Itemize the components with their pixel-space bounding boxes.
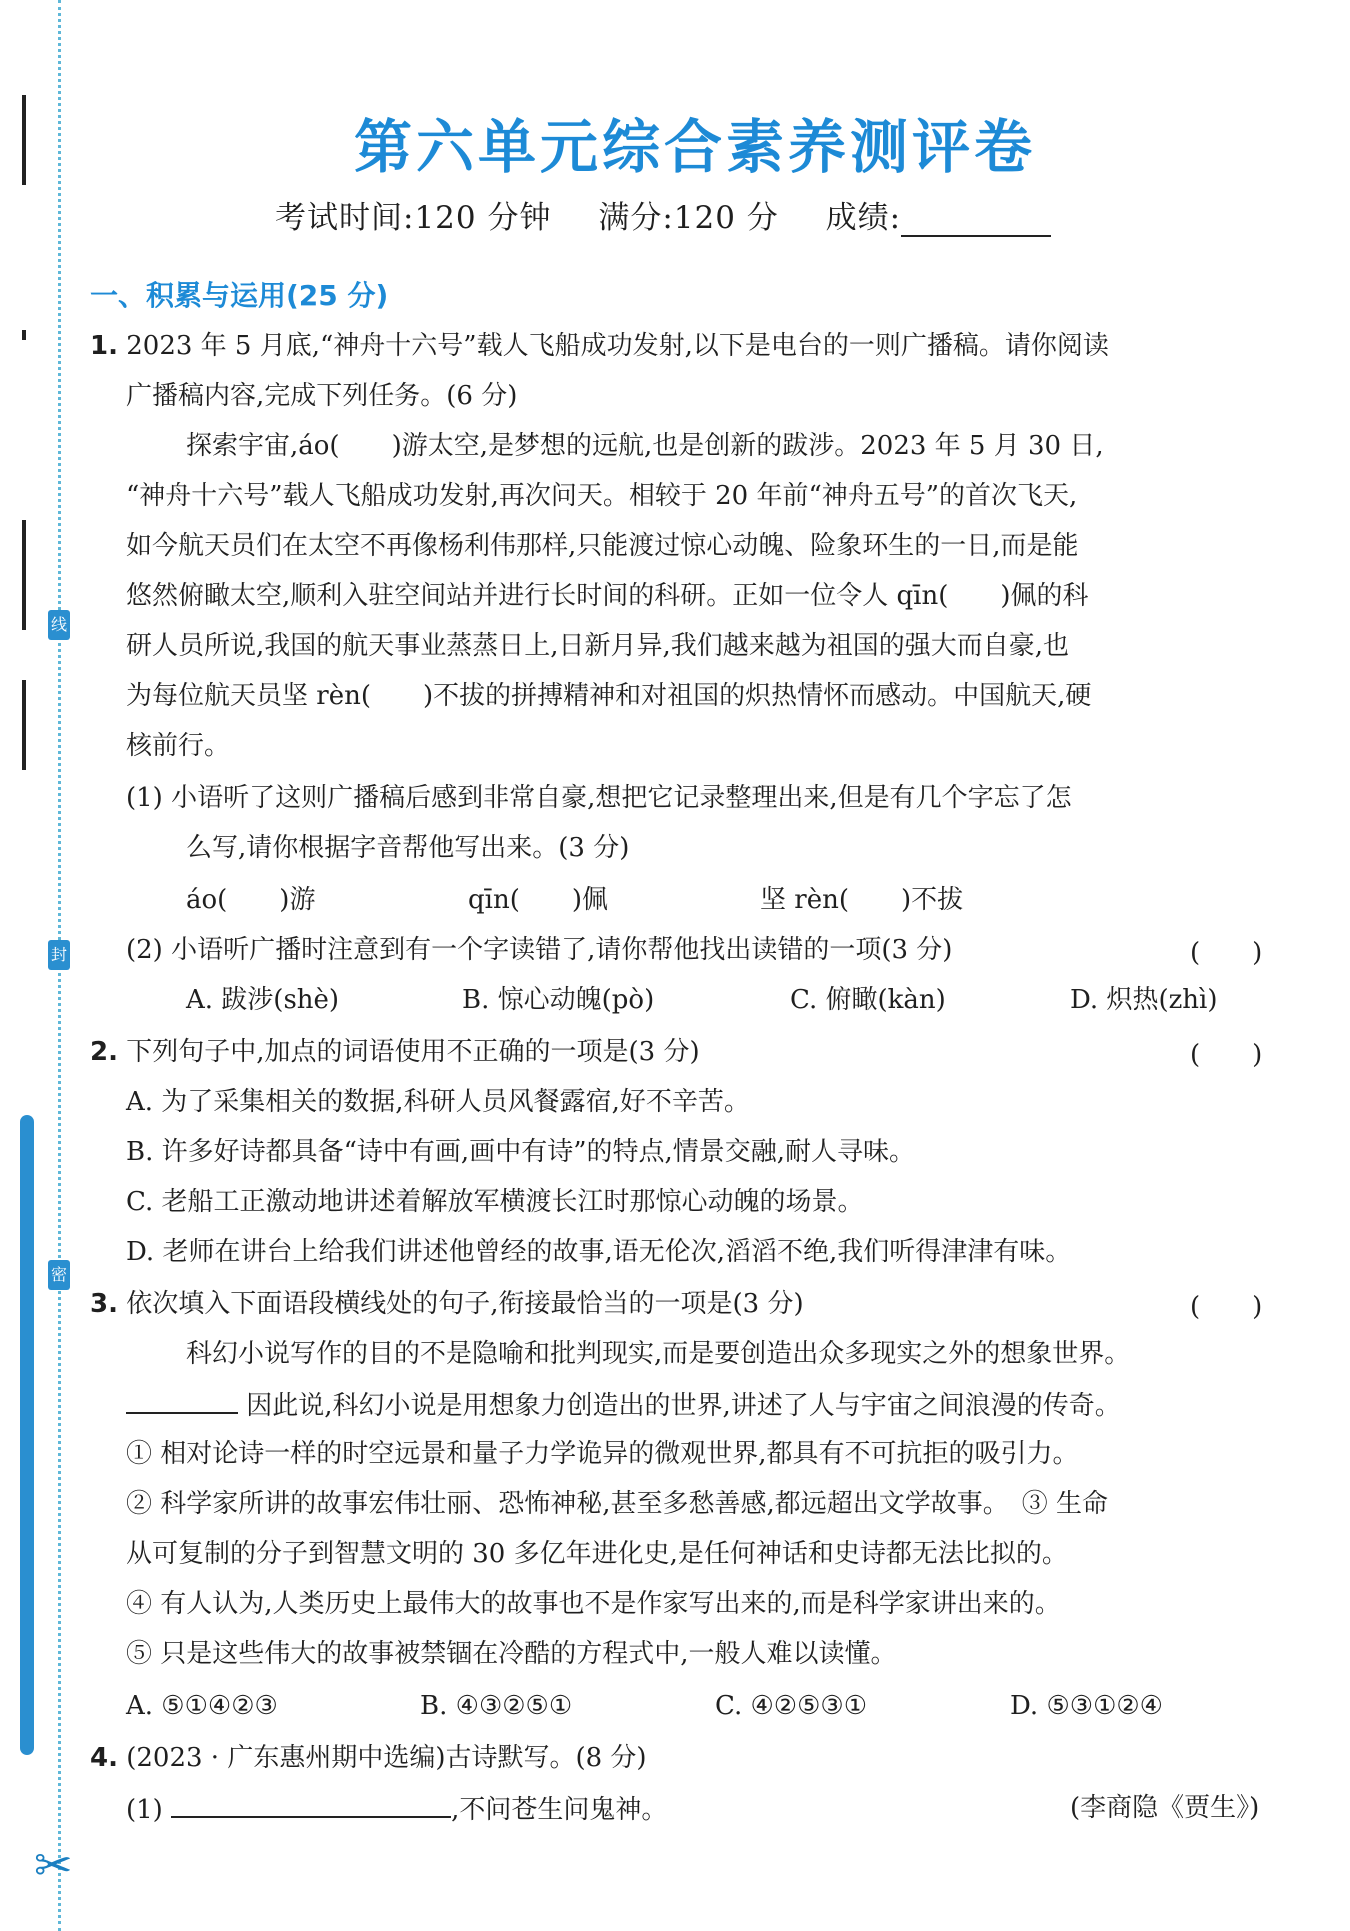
exam-meta bbox=[275, 192, 1051, 237]
option-d[interactable]: D. 炽热(zhì) bbox=[1070, 985, 1218, 1015]
option-c[interactable]: C. ④②⑤③① bbox=[715, 1691, 868, 1721]
sentence-option: ④ 有人认为,人类历史上最伟大的故事也不是作家写出来的,而是科学家讲出来的。 bbox=[126, 1589, 1061, 1619]
passage-line: 为每位航天员坚 rèn( )不拔的拼搏精神和对祖国的炽热情怀而感动。中国航天,硬 bbox=[126, 681, 1092, 711]
answer-paren[interactable]: ( ) bbox=[1190, 1292, 1263, 1322]
sub-question-1-cont: 么写,请你根据字音帮他写出来。(3 分) bbox=[186, 833, 630, 863]
question-1-intro: 广播稿内容,完成下列任务。(6 分) bbox=[126, 381, 518, 411]
passage-line: 悠然俯瞰太空,顺利入驻空间站并进行长时间的科研。正如一位令人 qīn( )佩的科 bbox=[126, 581, 1089, 611]
passage-line: 科幻小说写作的目的不是隐喻和批判现实,而是要创造出众多现实之外的想象世界。 bbox=[186, 1339, 1131, 1369]
sentence-option: ② 科学家所讲的故事宏伟壮丽、恐怖神秘,甚至多愁善感,都远超出文学故事。 ③ 生命 bbox=[126, 1489, 1109, 1519]
question-4: 4. (2023 · 广东惠州期中选编)古诗默写。(8 分) bbox=[90, 1743, 647, 1773]
option-d[interactable]: D. ⑤③①②④ bbox=[1010, 1691, 1163, 1721]
answer-paren[interactable]: ( ) bbox=[1190, 938, 1263, 968]
option-c[interactable]: C. 老船工正激动地讲述着解放军横渡长江时那惊心动魄的场景。 bbox=[126, 1187, 864, 1217]
edge-mark bbox=[22, 520, 26, 630]
option-b[interactable]: B. 许多好诗都具备“诗中有画,画中有诗”的特点,情景交融,耐人寻味。 bbox=[126, 1137, 916, 1167]
section-heading: 一、积累与运用(25 分) bbox=[90, 279, 389, 312]
edge-mark bbox=[22, 680, 26, 770]
answer-paren[interactable]: ( ) bbox=[1190, 1040, 1263, 1070]
score-label: 成绩: bbox=[825, 200, 902, 236]
side-tag-feng: 封 bbox=[48, 940, 70, 970]
answer-qin[interactable]: qīn( )佩 bbox=[468, 885, 608, 915]
sub-question-2: (2) 小语听广播时注意到有一个字读错了,请你帮他找出读错的一项(3 分) bbox=[126, 935, 953, 965]
question-2: 2. 下列句子中,加点的词语使用不正确的一项是(3 分) bbox=[90, 1037, 700, 1067]
side-tag-xian: 线 bbox=[48, 610, 70, 640]
poem-source: (李商隐《贾生》) bbox=[1070, 1793, 1260, 1823]
edge-mark bbox=[22, 95, 26, 185]
question-3: 3. 依次填入下面语段横线处的句子,衔接最恰当的一项是(3 分) bbox=[90, 1289, 804, 1319]
sentence-option: ⑤ 只是这些伟大的故事被禁锢在冷酷的方程式中,一般人难以读懂。 bbox=[126, 1639, 897, 1669]
side-tag-mi: 密 bbox=[48, 1260, 70, 1290]
fill-blank[interactable] bbox=[126, 1386, 238, 1414]
sentence-option: 从可复制的分子到智慧文明的 30 多亿年进化史,是任何神话和史诗都无法比拟的。 bbox=[126, 1539, 1068, 1569]
sub-question-1: (1) 小语听了这则广播稿后感到非常自豪,想把它记录整理出来,但是有几个字忘了怎 bbox=[126, 783, 1072, 813]
answer-ao[interactable]: áo( )游 bbox=[186, 885, 316, 915]
option-a[interactable]: A. ⑤①④②③ bbox=[126, 1691, 278, 1721]
poem-line-1: (1) ,不问苍生问鬼神。 bbox=[126, 1790, 667, 1828]
full-score: 满分:120 分 bbox=[598, 200, 779, 236]
option-b[interactable]: B. ④③②⑤① bbox=[420, 1691, 573, 1721]
binding-band bbox=[20, 1115, 34, 1755]
option-b[interactable]: B. 惊心动魄(pò) bbox=[462, 985, 655, 1015]
option-d[interactable]: D. 老师在讲台上给我们讲述他曾经的故事,语无伦次,滔滔不绝,我们听得津津有味。 bbox=[126, 1237, 1072, 1267]
fill-blank[interactable] bbox=[171, 1790, 451, 1818]
passage-line: “神舟十六号”载人飞船成功发射,再次问天。相较于 20 年前“神舟五号”的首次飞天, bbox=[126, 481, 1078, 511]
answer-ren[interactable]: 坚 rèn( )不拔 bbox=[760, 885, 964, 915]
score-field[interactable] bbox=[901, 205, 1051, 237]
scissors-icon: ✂ bbox=[34, 1838, 73, 1892]
passage-line: 因此说,科幻小说是用想象力创造出的世界,讲述了人与宇宙之间浪漫的传奇。 bbox=[126, 1386, 1121, 1424]
page-title: 第六单元综合素养测评卷 bbox=[353, 113, 1036, 181]
option-a[interactable]: A. 为了采集相关的数据,科研人员风餐露宿,好不辛苦。 bbox=[126, 1087, 750, 1117]
edge-mark bbox=[22, 330, 26, 340]
option-c[interactable]: C. 俯瞰(kàn) bbox=[790, 985, 946, 1015]
option-a[interactable]: A. 跋涉(shè) bbox=[186, 985, 340, 1015]
sentence-option: ① 相对论诗一样的时空远景和量子力学诡异的微观世界,都具有不可抗拒的吸引力。 bbox=[126, 1439, 1079, 1469]
passage-line: 核前行。 bbox=[126, 731, 231, 761]
question-1: 1. 2023 年 5 月底,“神舟十六号”载人飞船成功发射,以下是电台的一则广播稿。请你阅读 bbox=[90, 331, 1109, 361]
passage-line: 如今航天员们在太空不再像杨利伟那样,只能渡过惊心动魄、险象环生的一日,而是能 bbox=[126, 531, 1079, 561]
passage-line: 研人员所说,我国的航天事业蒸蒸日上,日新月异,我们越来越为祖国的强大而自豪,也 bbox=[126, 631, 1070, 661]
passage-line: 探索宇宙,áo( )游太空,是梦想的远航,也是创新的跋涉。2023 年 5 月 30 日, bbox=[186, 431, 1104, 461]
exam-time: 考试时间:120 分钟 bbox=[275, 200, 552, 236]
